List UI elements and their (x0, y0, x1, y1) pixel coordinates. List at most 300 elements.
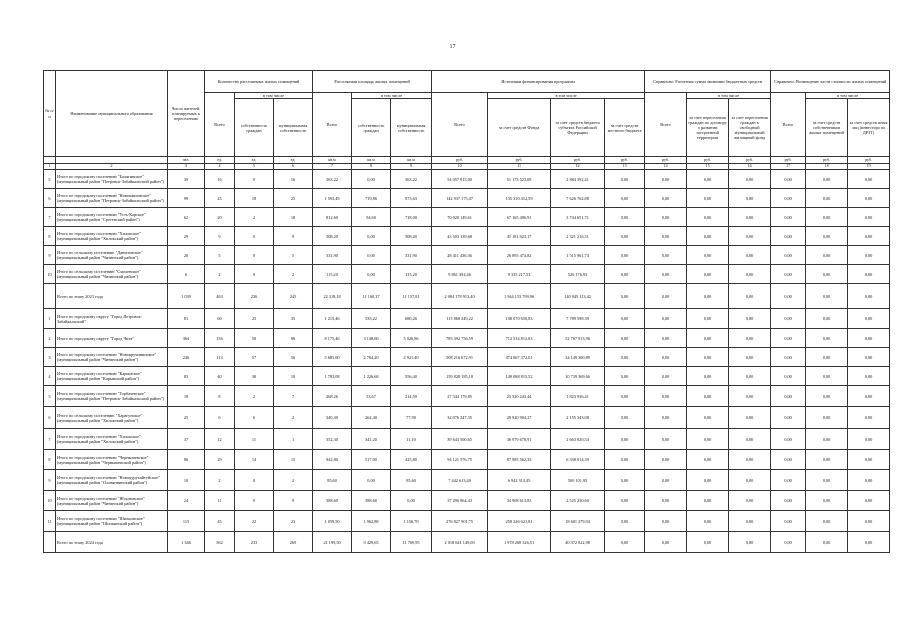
row-value: 0,00 (771, 367, 806, 386)
row-value: 25 (235, 309, 274, 329)
row-value: 16 (205, 170, 235, 189)
row-value: 23 (274, 511, 313, 532)
row-number: 6 (44, 189, 56, 208)
row-value: 0,00 (729, 429, 771, 450)
row-value: 0,00 (848, 265, 890, 284)
header-financing-group: Источники финансирования программы (432, 71, 645, 93)
header-ref1-b: за счет переселения граждан в свободный муниципальный жилищный фонд (729, 99, 771, 157)
table-row (44, 265, 890, 284)
row-value: 2 (235, 208, 274, 227)
row-number: 7 (44, 429, 56, 450)
row-value: 1 156,70 (391, 511, 432, 532)
row-value: 3 148,60 (352, 329, 391, 348)
row-value: 0,00 (729, 470, 771, 491)
row-value: 0,00 (605, 208, 645, 227)
row-value: 719,86 (352, 189, 391, 208)
row-value: 0,00 (605, 265, 645, 284)
unit-cell: руб. (771, 157, 806, 164)
row-value: 0,00 (605, 511, 645, 532)
row-value: 20 (168, 246, 205, 265)
row-value: 0,00 (605, 429, 645, 450)
row-value: 0,00 (687, 329, 729, 348)
row-value: 0,00 (848, 470, 890, 491)
row-value: 214,59 (391, 386, 432, 407)
unit-cell: руб. (432, 157, 488, 164)
row-value: 1 515 961,74 (551, 246, 605, 265)
row-value: 0,00 (645, 189, 687, 208)
row-value: 0,00 (687, 367, 729, 386)
row-value: 0,00 (645, 265, 687, 284)
row-value: 140 045 113,42 (551, 284, 605, 309)
header-ref1-inthat: в том числе (687, 93, 771, 99)
row-value: 39 (168, 170, 205, 189)
column-number-cell: 8 (352, 164, 391, 170)
row-value: 135 310 412,59 (488, 189, 551, 208)
row-municipality: Итого по городскому поселению "Усть-Карское" (муниципальный район "Сретенский район") (56, 208, 168, 227)
row-value: 18 (168, 386, 205, 407)
row-value: 11 769,95 (391, 532, 432, 553)
row-number: 9 (44, 246, 56, 265)
row-value: 0,00 (729, 208, 771, 227)
row-value: 11 (205, 491, 235, 511)
row-municipality: Итого по сельскому поселению "Смоленское" (муниципальный район "Читинский район") (56, 265, 168, 284)
row-value: 0 (235, 265, 274, 284)
row-value: 60 (205, 309, 235, 329)
table-row (44, 227, 890, 246)
row-value: 463 (205, 284, 235, 309)
row-value: 0,00 (771, 208, 806, 227)
row-value: 0,00 (605, 491, 645, 511)
row-number: 7 (44, 208, 56, 227)
row-value: 0,00 (848, 246, 890, 265)
row-municipality: Итого по городскому поселению "Шилкинское" (муниципальный район "Шилкинский район") (56, 511, 168, 532)
row-value: 43 (205, 189, 235, 208)
column-number-cell: 14 (645, 164, 687, 170)
row-municipality: Итого по городскому поселению "Хилокское" (муниципальный район "Хилокский район") (56, 227, 168, 246)
row-value: 873,63 (391, 189, 432, 208)
row-value: 785 392 756,59 (432, 329, 488, 348)
row-value: 0,00 (848, 189, 890, 208)
column-number-cell: 18 (806, 164, 848, 170)
row-value: 0,00 (645, 329, 687, 348)
row-value: 0,00 (605, 470, 645, 491)
row-value: 0,00 (848, 208, 890, 227)
row-value: 108 070 650,83 (488, 309, 551, 329)
row-municipality: Итого по городскому поселению "Балягинское" (муниципальный район "Петровск-Забайкальский район") (56, 170, 168, 189)
row-value: 0,00 (729, 491, 771, 511)
row-value: 6 942 313,45 (488, 470, 551, 491)
row-value: 43 503 139,68 (432, 227, 488, 246)
row-value: 115,20 (313, 265, 352, 284)
row-value: 0,00 (687, 386, 729, 407)
row-value: 0,00 (806, 348, 848, 367)
row-value: 2 663 820,54 (551, 429, 605, 450)
row-value: 2 (274, 470, 313, 491)
row-value: 0 (235, 470, 274, 491)
row-value: 5 685,60 (313, 348, 352, 367)
row-value: 36 979 678,91 (488, 429, 551, 450)
row-value: 500 101,95 (551, 470, 605, 491)
row-municipality: Итого по городскому поселению "Чернышевское" (муниципальный район "Чернышевский район") (56, 450, 168, 470)
row-value: 0,00 (771, 532, 806, 553)
row-value: 0,00 (771, 429, 806, 450)
row-value: 526 176,93 (551, 265, 605, 284)
unit-cell: руб. (645, 157, 687, 164)
row-value: 1 039 (168, 284, 205, 309)
column-number-cell: 10 (432, 164, 488, 170)
row-value: 0,00 (729, 407, 771, 429)
row-value: 0,00 (391, 491, 432, 511)
table-row (44, 407, 890, 429)
row-value: 0,00 (645, 309, 687, 329)
header-municipality: Наименование муниципального образования (56, 71, 168, 157)
header-area-inthat: в том числе (352, 93, 432, 99)
row-value: 3 744 651,71 (551, 208, 605, 227)
row-value: 0,00 (352, 470, 391, 491)
row-value: 0,00 (645, 208, 687, 227)
row-number: 6 (44, 407, 56, 429)
column-number-cell: 19 (848, 164, 890, 170)
row-value: 6 (235, 407, 274, 429)
row-value: 0,00 (806, 265, 848, 284)
row-value: 62 (168, 208, 205, 227)
row-value: 2 (274, 265, 313, 284)
row-value: 0,00 (687, 309, 729, 329)
row-value: 115 860 249,22 (432, 309, 488, 329)
row-value: 0,00 (848, 386, 890, 407)
header-area-group: Расселяемая площадь жилых помещений (313, 71, 432, 93)
row-municipality: Итого по сельскому поселению "Харагунское" (муниципальный район "Хилокский район") (56, 407, 168, 429)
row-value: 0,00 (771, 227, 806, 246)
column-number-cell: 4 (205, 164, 235, 170)
row-value: 1 059,50 (313, 511, 352, 532)
row-value: 10 (168, 470, 205, 491)
header-area-own: собственность граждан (352, 99, 391, 157)
row-value: 718,00 (391, 208, 432, 227)
row-value: 268,26 (313, 386, 352, 407)
row-value: 0,00 (605, 450, 645, 470)
row-value: 0,00 (645, 227, 687, 246)
row-value: 25 (274, 189, 313, 208)
row-value: 11,10 (391, 429, 432, 450)
header-ref1-a: за счет переселения граждан по договору о развитии застроенной территории (687, 99, 729, 157)
row-value: 0,00 (605, 532, 645, 553)
row-value: 0,00 (771, 348, 806, 367)
row-value: 0,00 (687, 407, 729, 429)
row-value: 352,30 (313, 429, 352, 450)
row-value: 0,00 (729, 386, 771, 407)
row-value: 12 (205, 429, 235, 450)
row-number: 10 (44, 265, 56, 284)
row-value: 0,00 (645, 284, 687, 309)
row-value: 41 181 923,17 (488, 227, 551, 246)
row-municipality: Итого по сельскому поселению "Даниловское" (муниципальный район "Читинский район") (56, 246, 168, 265)
row-number: 5 (44, 170, 56, 189)
row-value: 56 (274, 348, 313, 367)
row-value: 50 (235, 329, 274, 348)
row-value: 1 823 936,41 (551, 386, 605, 407)
header-count-inthat: в том числе (235, 93, 313, 99)
row-value: 0,00 (645, 491, 687, 511)
row-value: 0,00 (806, 246, 848, 265)
row-value: 6 (205, 407, 235, 429)
row-value: 0,00 (848, 491, 890, 511)
row-value: 0,00 (605, 227, 645, 246)
row-value: 0,00 (806, 309, 848, 329)
row-value: 1 978 268 326,51 (488, 532, 551, 553)
row-value: 508,20 (391, 227, 432, 246)
row-value: 258 226 621,81 (488, 511, 551, 532)
row-value: 0,00 (771, 491, 806, 511)
row-value: 86 (168, 450, 205, 470)
row-municipality: Итого по городскому поселению "Горбачевское" (муниципальный район "Петровск-Забайкальский район") (56, 386, 168, 407)
row-value: 2 (235, 386, 274, 407)
row-value: 0,00 (605, 189, 645, 208)
row-value: 0,00 (645, 470, 687, 491)
row-value: 1 944 133 799,96 (488, 284, 551, 309)
table-row (44, 246, 890, 265)
row-value: 22 (235, 511, 274, 532)
row-value: 0,00 (848, 429, 890, 450)
row-value: 2 884 392,41 (551, 170, 605, 189)
row-value: 34 908 613,83 (488, 491, 551, 511)
column-number-cell: 7 (313, 164, 352, 170)
row-municipality: Итого по городскому поселению "Яблоновское" (муниципальный район "Читинский район") (56, 491, 168, 511)
row-value: 364 (168, 329, 205, 348)
row-value: 0,00 (848, 284, 890, 309)
row-value: 0,00 (687, 491, 729, 511)
row-value: 942,80 (313, 450, 352, 470)
row-value: 0,00 (645, 348, 687, 367)
row-value: 115 (168, 511, 205, 532)
row-value: 0,00 (729, 348, 771, 367)
unit-cell: ед. (205, 157, 235, 164)
row-value: 1 593,49 (313, 189, 352, 208)
table-row (44, 284, 890, 309)
unit-cell: руб. (806, 157, 848, 164)
row-value: 0,00 (645, 246, 687, 265)
row-value: 9 429,65 (352, 532, 391, 553)
row-value: 0,00 (771, 386, 806, 407)
unit-cell: кв.м (352, 157, 391, 164)
row-value: 99 (168, 189, 205, 208)
row-value: 34 149 300,89 (551, 348, 605, 367)
row-value: 8 175,46 (313, 329, 352, 348)
row-value: 2 525 250,60 (551, 491, 605, 511)
header-residents: Число жителей, планируемых к переселению (168, 71, 205, 157)
row-value: 77,90 (391, 407, 432, 429)
column-number-cell: 6 (274, 164, 313, 170)
row-value: 0,00 (771, 170, 806, 189)
row-value: 0,00 (687, 208, 729, 227)
row-value: 0,00 (729, 284, 771, 309)
unit-cell: руб. (848, 157, 890, 164)
row-value: 0,00 (729, 246, 771, 265)
row-value: 0,00 (806, 208, 848, 227)
row-value: 0,00 (605, 329, 645, 348)
table-row (44, 429, 890, 450)
resettlement-table (43, 70, 890, 553)
header-count-group: Количество расселяемых жилых помещений (205, 71, 313, 93)
row-value: 517,00 (352, 450, 391, 470)
row-value: 0,00 (645, 386, 687, 407)
header-ref1-total: Всего (645, 93, 687, 157)
row-value: 94 121 576,75 (432, 450, 488, 470)
row-value: 5 026,86 (391, 329, 432, 348)
row-value: 2 321 216,51 (551, 227, 605, 246)
row-value: 1 346 (168, 532, 205, 553)
table-row (44, 386, 890, 407)
row-value: 39 643 500,65 (432, 429, 488, 450)
row-value: 20 (205, 208, 235, 227)
column-number-cell: 9 (391, 164, 432, 170)
row-value: 30 (235, 367, 274, 386)
column-number-cell: 5 (235, 164, 274, 170)
row-value: 29 920 904,27 (488, 407, 551, 429)
row-value: 0,00 (771, 329, 806, 348)
row-value: 29 (205, 450, 235, 470)
row-value: 9 (235, 491, 274, 511)
row-number: 3 (44, 348, 56, 367)
column-number-cell: 2 (56, 164, 168, 170)
column-number-cell: 16 (729, 164, 771, 170)
row-value: 0,00 (806, 367, 848, 386)
row-number: 8 (44, 227, 56, 246)
row-value: 0,00 (645, 511, 687, 532)
header-ref2-a: за счет средств собственников жилых помещений (806, 99, 848, 157)
row-value: 508,20 (313, 227, 352, 246)
row-value: 0,00 (848, 511, 890, 532)
unit-cell: руб. (551, 157, 605, 164)
page-number: 17 (449, 44, 456, 50)
row-value: 0,00 (771, 309, 806, 329)
row-value: 0,00 (687, 348, 729, 367)
row-value: 0,00 (687, 429, 729, 450)
row-value: 7 789 598,39 (551, 309, 605, 329)
row-value: 331,90 (391, 246, 432, 265)
row-value: 96 (274, 329, 313, 348)
row-value: 0,00 (806, 284, 848, 309)
row-value: 2 764,20 (352, 348, 391, 367)
row-value: 0,00 (645, 407, 687, 429)
row-value: 0,00 (687, 246, 729, 265)
row-value: 0,00 (848, 532, 890, 553)
row-value: 0,00 (729, 511, 771, 532)
row-value: 10 739 369,66 (551, 367, 605, 386)
row-value: 0,00 (771, 511, 806, 532)
row-value: 83 (168, 367, 205, 386)
header-fin-inthat: в том числе (488, 93, 645, 99)
row-municipality: Итого по городскому округу "Город Петровск-Забайкальский" (56, 309, 168, 329)
row-value: 18 601 279,94 (551, 511, 605, 532)
row-value: 245 (274, 284, 313, 309)
row-value: 40 372 822,98 (551, 532, 605, 553)
row-value: 0,00 (645, 532, 687, 553)
row-value: 113 (205, 348, 235, 367)
header-ref-compensation-group: Справочно: Возмещение части стоимости жилых помещений (771, 71, 890, 93)
unit-cell: кв.м (313, 157, 352, 164)
row-value: 0,00 (771, 189, 806, 208)
row-number (44, 284, 56, 309)
row-value: 0,00 (352, 265, 391, 284)
row-value: 142 937 175,47 (432, 189, 488, 208)
table-row (44, 470, 890, 491)
row-value: 18 (235, 189, 274, 208)
row-value: 85,60 (313, 470, 352, 491)
row-number: 8 (44, 450, 56, 470)
row-value: 45 (205, 511, 235, 532)
row-value: 0,00 (848, 329, 890, 348)
row-value: 0,00 (806, 227, 848, 246)
unit-cell: руб. (605, 157, 645, 164)
column-number-cell: 17 (771, 164, 806, 170)
column-number-cell: 13 (605, 164, 645, 170)
row-value: 0,00 (645, 429, 687, 450)
column-number-cell: 1 (44, 164, 56, 170)
row-value: 556,40 (391, 367, 432, 386)
row-value: 0,00 (605, 284, 645, 309)
row-value: 425,80 (391, 450, 432, 470)
header-fin-total: Всего (432, 93, 488, 157)
row-value: 0,00 (729, 265, 771, 284)
row-value: 0,00 (605, 309, 645, 329)
row-value: 0,00 (729, 367, 771, 386)
row-value: 2 018 641 149,00 (432, 532, 488, 553)
row-value: 53,67 (352, 386, 391, 407)
row-value: 0,00 (605, 348, 645, 367)
row-municipality: Итого по городскому поселению "Карымское" (муниципальный район "Карымский район") (56, 367, 168, 386)
row-value: 16 (274, 170, 313, 189)
row-value: 563,22 (391, 170, 432, 189)
row-value: 0,00 (806, 470, 848, 491)
row-value: 22 318,18 (313, 284, 352, 309)
row-value: 0,00 (771, 284, 806, 309)
row-value: 32 076 247,35 (432, 407, 488, 429)
row-value: 0,00 (645, 170, 687, 189)
row-value: 563,22 (313, 170, 352, 189)
row-value: 81 (168, 309, 205, 329)
row-number: 10 (44, 491, 56, 511)
row-value: 9 (274, 491, 313, 511)
row-number (44, 532, 56, 553)
row-value: 0,00 (848, 450, 890, 470)
row-value: 27 344 179,85 (432, 386, 488, 407)
row-value: 0,00 (352, 227, 391, 246)
table-header (44, 71, 890, 170)
unit-cell: ед. (274, 157, 313, 164)
header-fund: за счет средств Фонда (488, 99, 551, 157)
row-municipality: Всего по этапу 2023 года (56, 284, 168, 309)
row-value: 0 (235, 227, 274, 246)
header-count-total: Всего (205, 93, 235, 157)
row-value: 269 (274, 532, 313, 553)
row-value: 680,26 (391, 309, 432, 329)
row-value: 0,00 (806, 429, 848, 450)
row-value: 0,00 (771, 265, 806, 284)
row-value: 1 (274, 429, 313, 450)
row-municipality: Итого по городскому поселению "Новопавловское" (муниципальный район "Петровск-Забайкальский район") (56, 189, 168, 208)
table-row (44, 170, 890, 189)
header-count-municipal: муниципальная собственность (274, 99, 313, 157)
row-number: 4 (44, 367, 56, 386)
row-value: 8 (205, 386, 235, 407)
row-value: 0,00 (729, 450, 771, 470)
row-value: 0,00 (352, 246, 391, 265)
row-value: 37 (168, 429, 205, 450)
header-ref2-total: Всего (771, 93, 806, 157)
row-value: 0,00 (806, 450, 848, 470)
row-value: 7 (274, 386, 313, 407)
